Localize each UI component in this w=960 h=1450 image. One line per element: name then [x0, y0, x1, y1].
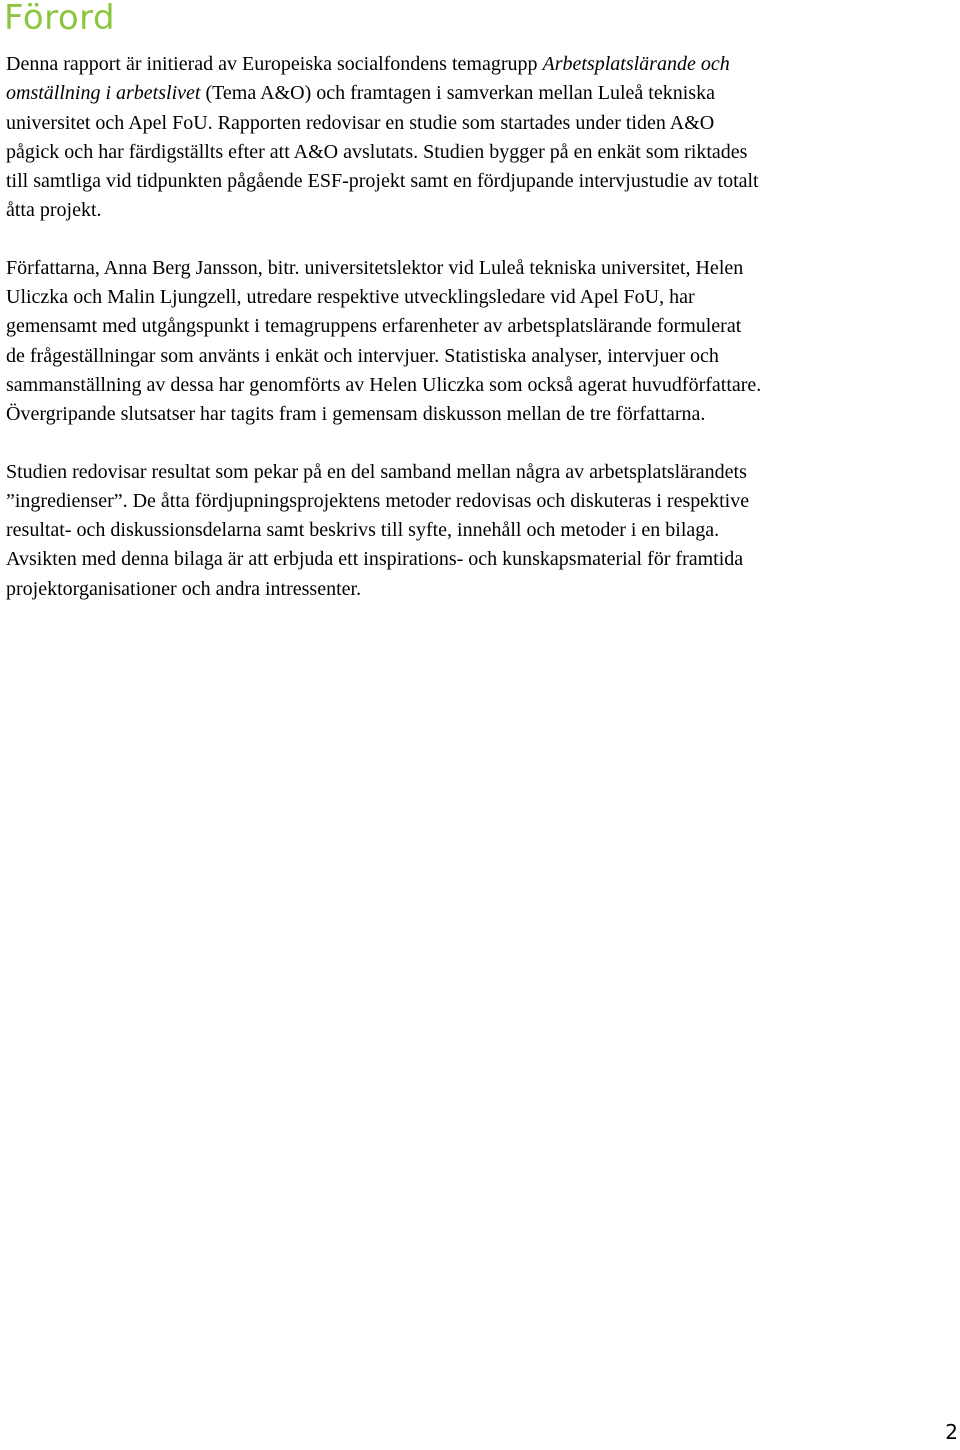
- text-segment: (Tema A&O) och framtagen i samverkan mellan Luleå tekniska: [200, 82, 715, 105]
- text-line: [6, 400, 958, 429]
- page-number: 2: [945, 1420, 958, 1444]
- text-line: [6, 138, 958, 167]
- text-line: [6, 283, 958, 312]
- text-segment: Övergripande slutsatser har tagits fram i gemensam diskusson mellan de tre författarna.: [6, 403, 706, 426]
- text-segment: resultat- och diskussionsdelarna samt beskrivs till syfte, innehåll och metoder i en bilaga.: [6, 519, 720, 542]
- text-line: [6, 196, 958, 225]
- text-segment: de frågeställningar som använts i enkät och intervjuer. Statistiska analyser, intervjuer och: [6, 344, 719, 367]
- text-segment: Studien redovisar resultat som pekar på en del samband mellan några av arbetsplatslärandets: [6, 460, 747, 483]
- text-segment: åtta projekt.: [6, 199, 102, 222]
- text-segment: Denna rapport är initierad av Europeiska socialfondens temagrupp: [6, 53, 543, 75]
- text-line: [6, 254, 958, 283]
- text-line: [6, 516, 958, 545]
- text-line: [6, 458, 958, 487]
- text-line: [6, 79, 958, 108]
- text-segment: Författarna, Anna Berg Jansson, bitr. universitetslektor vid Luleå tekniska universitet, Helen: [6, 256, 744, 279]
- text-line: [6, 371, 958, 400]
- text-segment: till samtliga vid tidpunkten pågående ESF-projekt samt en fördjupande intervjustudie av totalt: [6, 170, 759, 193]
- text-segment: sammanställning av dessa har genomförts av Helen Uliczka som också agerat huvudförfattare.: [6, 373, 762, 396]
- text-segment: universitet och Apel FoU. Rapporten redovisar en studie som startades under tiden A&O: [6, 111, 715, 134]
- text-segment: Uliczka och Malin Ljungzell, utredare respektive utvecklingsledare vid Apel FoU, har: [6, 286, 695, 309]
- text-line: [6, 575, 958, 604]
- paragraph: [6, 50, 958, 226]
- italic-text: Arbetsplatslärande och: [542, 53, 730, 75]
- page-title: Förord: [4, 0, 116, 38]
- text-line: [6, 109, 958, 138]
- italic-text: omställning i arbetslivet: [6, 82, 201, 105]
- paragraph: [6, 254, 958, 430]
- text-line: [6, 50, 958, 79]
- document-body: [6, 50, 958, 632]
- text-line: [6, 312, 958, 341]
- text-line: [6, 167, 958, 196]
- text-line: [6, 487, 958, 516]
- text-segment: gemensamt med utgångspunkt i temagruppens erfarenheter av arbetsplatslärande formulerat: [6, 315, 742, 338]
- paragraph: [6, 458, 958, 604]
- text-segment: Avsikten med denna bilaga är att erbjuda ett inspirations- och kunskapsmaterial för framtida: [6, 548, 744, 571]
- text-segment: projektorganisationer och andra intressenter.: [6, 577, 362, 600]
- text-segment: pågick och har färdigställts efter att A&O avslutats. Studien bygger på en enkät som riktades: [6, 140, 748, 163]
- text-line: [6, 342, 958, 371]
- text-line: [6, 545, 958, 574]
- text-segment: ”ingredienser”. De åtta fördjupningsprojektens metoder redovisas och diskuteras i respektive: [6, 489, 750, 512]
